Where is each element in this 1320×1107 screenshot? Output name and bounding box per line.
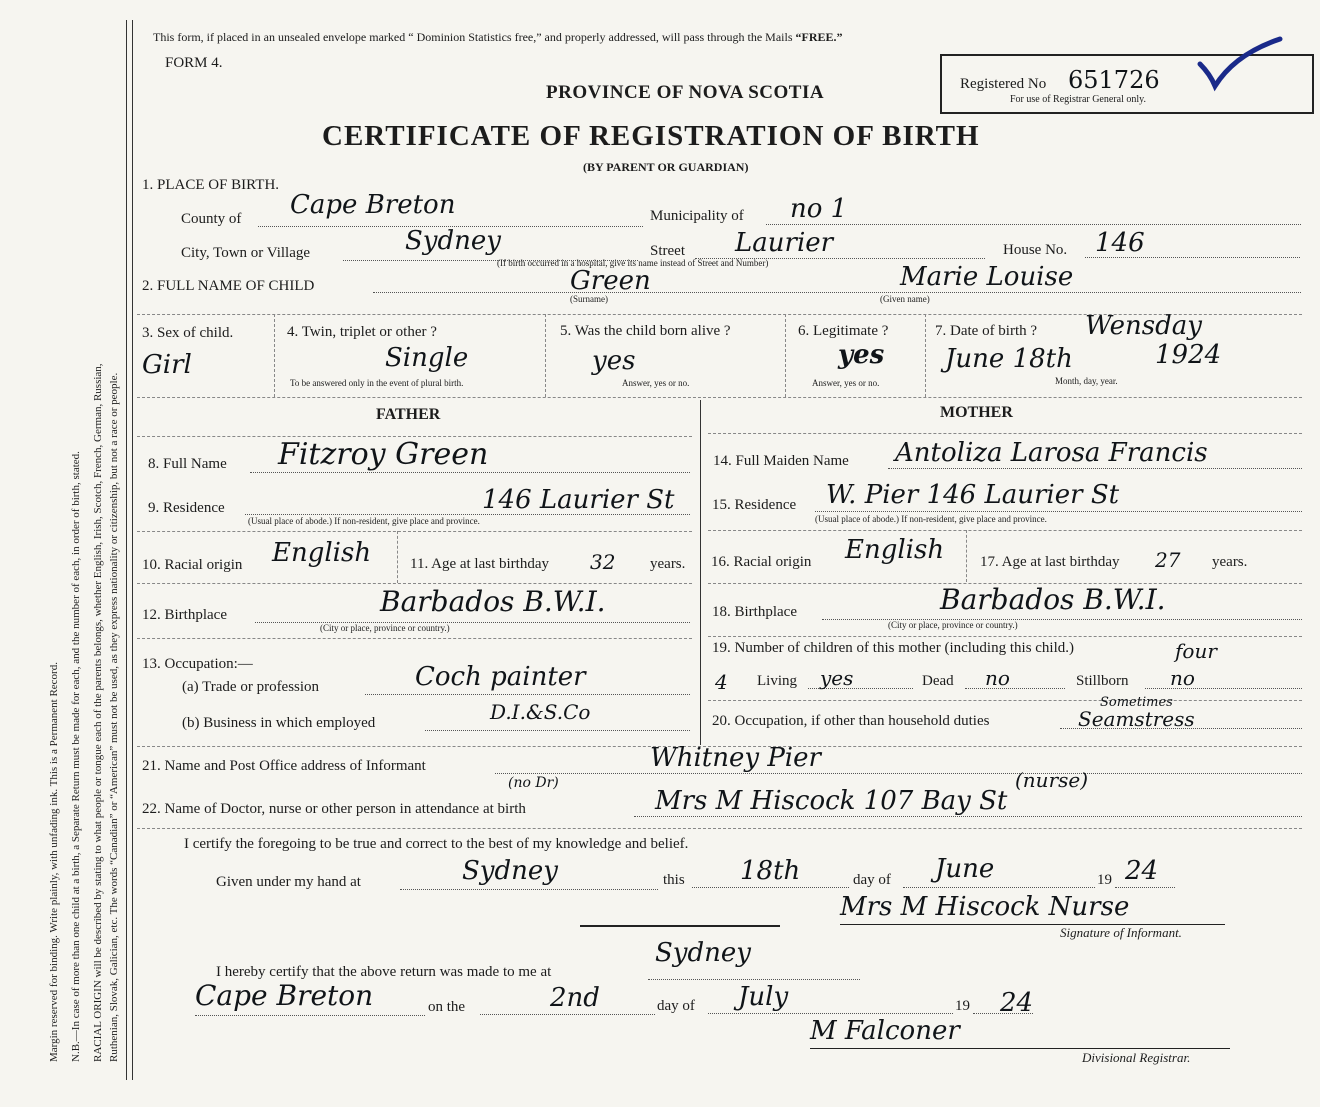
registrar-place: Sydney (655, 938, 751, 968)
father-birthplace-note: (City or place, province or country.) (320, 623, 450, 633)
mother-residence-value: W. Pier 146 Laurier St (826, 480, 1120, 510)
father-name-line (250, 472, 690, 473)
mother-row-line-2 (708, 530, 1302, 531)
mother-name-line (888, 468, 1302, 469)
father-row-line-4 (137, 638, 692, 639)
child-given-name: Marie Louise (900, 262, 1074, 292)
legitimate-label: 6. Legitimate ? (798, 323, 889, 339)
binding-margin-line-2 (132, 20, 133, 1080)
father-age-value: 32 (590, 550, 616, 574)
given-month: June (935, 854, 995, 884)
child-surname: Green (570, 266, 651, 296)
margin-note-3: RACIAL ORIGIN will be described by stating to what people or tongue each of the parents belongs, whether English, Irish, Scotch, French, German, Russian, (92, 363, 104, 1062)
given-label: Given under my hand at (216, 874, 361, 890)
form-number: FORM 4. (165, 55, 223, 71)
given-place-underline (580, 925, 780, 927)
business-line (425, 730, 690, 731)
father-residence-label: 9. Residence (148, 500, 225, 516)
registrar-signature-line (810, 1048, 1230, 1049)
occupation-label: 13. Occupation:— (142, 656, 253, 672)
place-of-birth-label: 1. PLACE OF BIRTH. (142, 177, 280, 193)
birth-weekday: Wensday (1085, 311, 1202, 341)
registrar-day-line (480, 1014, 655, 1015)
given-year-line (1115, 887, 1175, 888)
children-count-number: 4 (715, 670, 728, 694)
father-origin-value: English (272, 538, 372, 568)
father-residence-note: (Usual place of abode.) If non-resident, give place and province. (248, 516, 480, 526)
father-header: FATHER (376, 406, 441, 423)
mother-age-label: 17. Age at last birthday (980, 554, 1120, 570)
twin-note: To be answered only in the event of plural birth. (290, 378, 464, 388)
registrar-signature: M Falconer (810, 1016, 960, 1046)
municipality-line (766, 224, 1301, 225)
birth-date-label: 7. Date of birth ? (935, 323, 1038, 339)
children-count-label: 19. Number of children of this mother (including this child.) (712, 640, 1075, 656)
living-value: yes (820, 666, 854, 690)
attendant-over: (nurse) (1015, 768, 1089, 792)
given-year: 24 (1125, 856, 1159, 886)
row-divider-bottom (137, 397, 1302, 398)
given-place-line (400, 889, 658, 890)
mother-age-unit: years. (1212, 554, 1248, 570)
given-dayof-label: day of (853, 872, 891, 888)
mother-residence-line (815, 511, 1302, 512)
business-value: D.I.&S.Co (490, 700, 591, 724)
registrar-year: 24 (1000, 988, 1034, 1018)
birth-date-note: Month, day, year. (1055, 376, 1118, 386)
street-label: Street (650, 243, 685, 259)
city-value: Sydney (405, 226, 501, 256)
mother-row-line-4 (708, 636, 1302, 637)
father-residence-value: 146 Laurier St (482, 485, 675, 515)
sex-label: 3. Sex of child. (142, 325, 234, 341)
margin-note-1: Margin reserved for binding. Write plainly, with unfading ink. This is a Permanent Record. (48, 662, 60, 1062)
registrar-month-line (708, 1013, 953, 1014)
margin-note-4: Ruthenian, Slovak, Galician, etc. The words “Canadian” or “American” must not be used, as they express nationality or citizenship, but not a race or people. (108, 372, 120, 1062)
house-label: House No. (1003, 242, 1068, 258)
stillborn-line (1145, 688, 1302, 689)
box-divider-2 (545, 314, 546, 397)
given-year-prefix: 19 (1097, 872, 1112, 888)
father-name-label: 8. Full Name (148, 456, 227, 472)
informant-line (495, 773, 1302, 774)
born-alive-label: 5. Was the child born alive ? (560, 323, 731, 339)
stillborn-label: Stillborn (1076, 673, 1129, 689)
living-label: Living (757, 673, 797, 689)
mother-occupation-value: Seamstress (1078, 707, 1195, 731)
born-alive-note: Answer, yes or no. (622, 378, 690, 388)
margin-note-2: N.B.—In case of more than one child at a birth, a Separate Return must be made for each, and the number of each, in order of birth, stated. (70, 451, 82, 1062)
certificate-subtitle: (BY PARENT OR GUARDIAN) (583, 160, 749, 174)
sex-value: Girl (142, 350, 192, 380)
father-origin-label: 10. Racial origin (142, 557, 243, 573)
father-birthplace-value: Barbados B.W.I. (380, 585, 606, 618)
child-name-label: 2. FULL NAME OF CHILD (142, 278, 315, 294)
attendant-value: Mrs M Hiscock 107 Bay St (655, 786, 1008, 816)
father-age-unit: years. (650, 556, 686, 572)
surname-note: (Surname) (570, 294, 608, 304)
given-month-line (903, 887, 1095, 888)
twin-label: 4. Twin, triplet or other ? (287, 324, 437, 340)
father-row-line-3 (137, 583, 692, 584)
mother-row-line-5 (708, 700, 1302, 701)
registrar-day: 2nd (550, 983, 600, 1013)
city-label: City, Town or Village (181, 245, 311, 261)
twin-value: Single (385, 343, 469, 373)
mother-origin-label: 16. Racial origin (711, 554, 812, 570)
dead-line (965, 688, 1065, 689)
attendant-pre: (no Dr) (508, 775, 559, 791)
mother-residence-note: (Usual place of abode.) If non-resident, give place and province. (815, 514, 1047, 524)
mother-birthplace-note: (City or place, province or country.) (888, 620, 1018, 630)
child-name-line (373, 292, 1301, 293)
children-count-word: four (1175, 639, 1217, 663)
mother-age-value: 27 (1155, 548, 1181, 572)
mother-origin-divider (966, 530, 967, 582)
born-alive-value: yes (592, 346, 636, 376)
father-birthplace-label: 12. Birthplace (142, 607, 227, 623)
informant-signature: Mrs M Hiscock Nurse (840, 892, 1130, 922)
mother-occupation-label: 20. Occupation, if other than household duties (712, 713, 990, 729)
registrar-year-prefix: 19 (955, 998, 970, 1014)
registrar-place-line (648, 979, 860, 980)
trade-label: (a) Trade or profession (182, 679, 320, 695)
mother-birthplace-value: Barbados B.W.I. (940, 583, 1166, 616)
stillborn-value: no (1170, 666, 1195, 690)
registrar-label: Divisional Registrar. (1082, 1050, 1191, 1065)
parents-divider (700, 400, 701, 745)
hospital-note: (If birth occurred in a hospital, give its name instead of Street and Number) (497, 258, 769, 268)
dead-label: Dead (922, 673, 954, 689)
given-this-label: this (663, 872, 685, 888)
mother-origin-value: English (845, 535, 945, 565)
municipality-label: Municipality of (650, 208, 744, 224)
registrar-month: July (738, 982, 789, 1012)
attendant-label: 22. Name of Doctor, nurse or other person in attendance at birth (142, 801, 526, 817)
county-label: County of (181, 211, 242, 227)
top-notice: This form, if placed in an unsealed envelope marked “ Dominion Statistics free,” and properly addressed, will pass through the Mails “FREE.” (153, 30, 843, 44)
birth-year: 1924 (1155, 340, 1222, 370)
registrar-dayof-label: day of (657, 998, 695, 1014)
certification-text: I certify the foregoing to be true and correct to the best of my knowledge and belief. (184, 836, 689, 852)
county-value: Cape Breton (290, 190, 456, 220)
birth-date: June 18th (945, 344, 1073, 374)
registered-label: Registered No (960, 76, 1047, 92)
father-row-line-2 (137, 531, 692, 532)
informant-label: 21. Name and Post Office address of Informant (142, 758, 426, 774)
box-divider-1 (274, 314, 275, 397)
mother-name-label: 14. Full Maiden Name (713, 453, 849, 469)
street-value: Laurier (735, 228, 834, 258)
business-label: (b) Business in which employed (182, 715, 376, 731)
house-value: 146 (1095, 228, 1145, 258)
attendant-line (634, 816, 1302, 817)
given-day: 18th (740, 856, 801, 886)
box-divider-4 (925, 314, 926, 397)
mother-birthplace-label: 18. Birthplace (712, 604, 797, 620)
registrar-county: Cape Breton (195, 979, 374, 1012)
given-name-note: (Given name) (880, 294, 930, 304)
binding-margin-line (126, 20, 127, 1080)
registered-note: For use of Registrar General only. (1010, 94, 1146, 105)
registrar-text: I hereby certify that the above return was made to me at (216, 964, 552, 980)
certificate-title: CERTIFICATE OF REGISTRATION OF BIRTH (322, 120, 980, 152)
municipality-value: no 1 (790, 194, 848, 224)
father-origin-divider (397, 531, 398, 583)
mother-occupation-over: Sometimes (1100, 695, 1173, 710)
registrar-on-label: on the (428, 999, 466, 1015)
father-name-value: Fitzroy Green (278, 437, 489, 472)
given-day-line (692, 887, 849, 888)
certification-divider (137, 828, 1302, 829)
mother-row-line-1 (708, 433, 1302, 434)
dead-value: no (985, 666, 1010, 690)
legitimate-value: yes (838, 340, 885, 370)
trade-line (365, 694, 690, 695)
box-divider-3 (785, 314, 786, 397)
legitimate-note: Answer, yes or no. (812, 378, 880, 388)
mother-name-value: Antoliza Larosa Francis (895, 438, 1208, 468)
signature-label: Signature of Informant. (1060, 925, 1182, 940)
registered-number: 651726 (1068, 66, 1160, 94)
registrar-county-line (195, 1015, 425, 1016)
mother-header: MOTHER (940, 404, 1013, 421)
trade-value: Coch painter (415, 662, 586, 692)
informant-value: Whitney Pier (650, 743, 821, 773)
mother-residence-label: 15. Residence (712, 497, 797, 513)
province-heading: PROVINCE OF NOVA SCOTIA (546, 82, 825, 103)
given-place: Sydney (462, 856, 558, 886)
father-age-label: 11. Age at last birthday (410, 556, 549, 572)
checkmark-icon (1195, 34, 1285, 94)
